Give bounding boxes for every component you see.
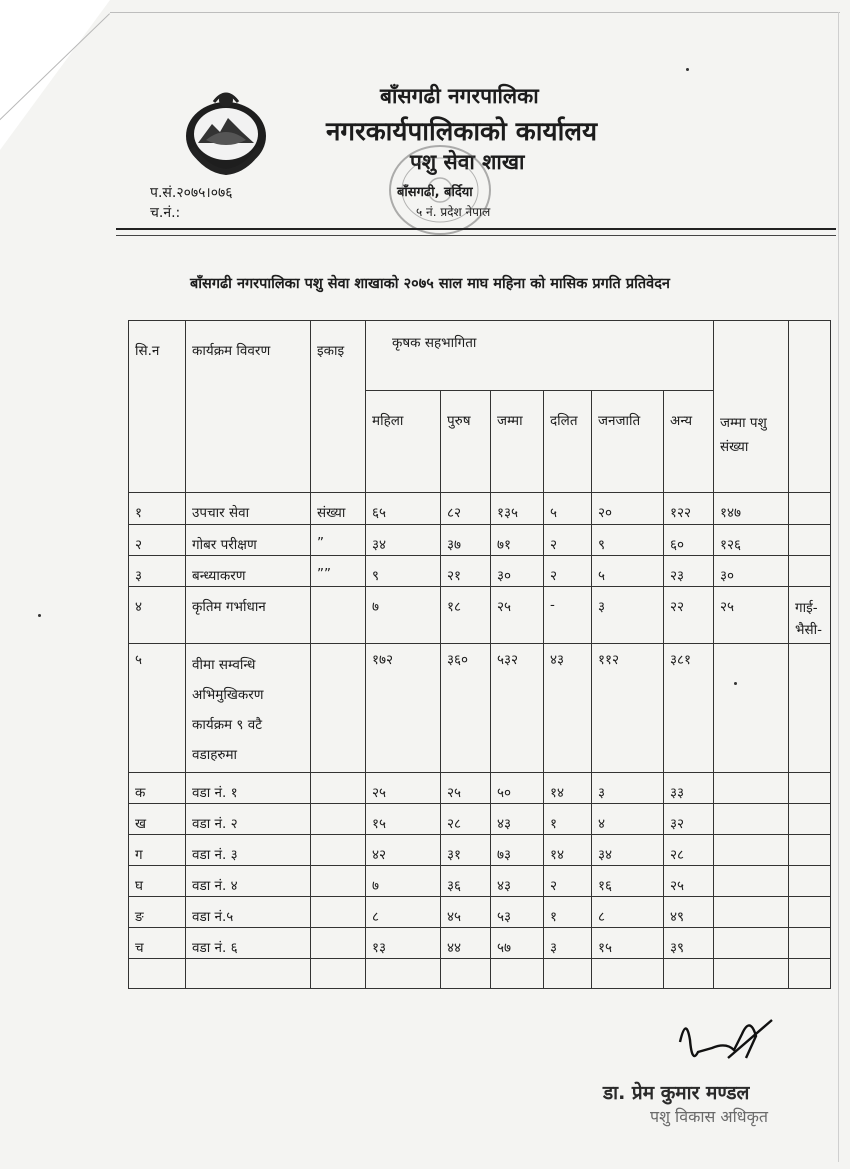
report-title: बाँसगढी नगरपालिका पशु सेवा शाखाको २०७५ साल माघ महिना को मासिक प्रगति प्रतिवेदन: [190, 276, 670, 292]
cell-female: ६५: [366, 493, 441, 525]
cell-unit: ””: [311, 556, 366, 587]
table-row: [129, 897, 831, 928]
cell-male: २५: [441, 773, 491, 804]
cell-janajati: १५: [592, 928, 664, 959]
cell-unit: [311, 587, 366, 644]
table-row: [129, 773, 831, 804]
scan-speck: [734, 682, 737, 685]
cell-dalit: १: [544, 897, 592, 928]
cell-female: ७: [366, 587, 441, 644]
cell-program: वडा नं. २: [186, 804, 311, 835]
cell-sn: ङ: [129, 897, 186, 928]
cell-extra: [789, 959, 831, 989]
cell-program: बन्ध्याकरण: [186, 556, 311, 587]
header-program: कार्यक्रम विवरण: [186, 321, 311, 493]
cell-unit: [311, 773, 366, 804]
cell-other: १२२: [664, 493, 714, 525]
cell-female: २५: [366, 773, 441, 804]
header-female: महिला: [366, 391, 441, 493]
cell-program: वडा नं.५: [186, 897, 311, 928]
header-animal-top: [714, 321, 789, 391]
reference-number: प.सं.२०७५।०७६: [150, 185, 233, 201]
cell-female: ३४: [366, 525, 441, 556]
cell-male: ३६०: [441, 644, 491, 773]
cell-extra: गाई- भैसी-: [789, 587, 831, 644]
cell-janajati: ८: [592, 897, 664, 928]
cell-animals: [714, 644, 789, 773]
cell-unit: [311, 897, 366, 928]
table-row: [129, 959, 831, 989]
cell-animals: [714, 835, 789, 866]
cell-male: ३६: [441, 866, 491, 897]
cell-janajati: ११२: [592, 644, 664, 773]
cell-animals: १२६: [714, 525, 789, 556]
cell-program: वडा नं. ६: [186, 928, 311, 959]
cell-unit: [311, 959, 366, 989]
dispatch-number: च.नं.:: [150, 205, 181, 221]
table-row: [129, 644, 831, 773]
cell-animals: [714, 897, 789, 928]
table-row: [129, 493, 831, 525]
cell-other: [664, 959, 714, 989]
signatory-post: पशु विकास अधिकृत: [650, 1107, 769, 1126]
cell-extra: [789, 493, 831, 525]
signatory-name: डा. प्रेम कुमार मण्डल: [603, 1082, 750, 1104]
header-animal-total: जम्मा पशु संख्या: [714, 391, 789, 493]
cell-animals: १४७: [714, 493, 789, 525]
cell-animals: २५: [714, 587, 789, 644]
header-male: पुरुष: [441, 391, 491, 493]
section-name: पशु सेवा शाखा: [410, 150, 525, 174]
cell-total: ४३: [491, 804, 544, 835]
cell-unit: संख्या: [311, 493, 366, 525]
cell-male: ३१: [441, 835, 491, 866]
header-other: अन्य: [664, 391, 714, 493]
scan-speck: [686, 68, 689, 71]
cell-unit: [311, 804, 366, 835]
cell-extra: [789, 773, 831, 804]
cell-animals: [714, 773, 789, 804]
cell-total: ४३: [491, 866, 544, 897]
cell-female: ८: [366, 897, 441, 928]
cell-dalit: ४३: [544, 644, 592, 773]
cell-dalit: २: [544, 525, 592, 556]
province-name: ५ नं. प्रदेश नेपाल: [416, 205, 491, 219]
cell-extra: [789, 804, 831, 835]
folded-corner: [0, 0, 110, 150]
header-dalit: दलित: [544, 391, 592, 493]
header-farmer-participation-label: कृषक सहभागिता: [392, 335, 477, 351]
cell-other: २२: [664, 587, 714, 644]
cell-female: ९: [366, 556, 441, 587]
cell-other: २८: [664, 835, 714, 866]
cell-extra: [789, 897, 831, 928]
header-extra: [789, 391, 831, 493]
cell-program: वडा नं. ४: [186, 866, 311, 897]
table-row: [129, 804, 831, 835]
cell-other: ४९: [664, 897, 714, 928]
cell-male: २१: [441, 556, 491, 587]
cell-sn: क: [129, 773, 186, 804]
cell-female: [366, 959, 441, 989]
header-sn: सि.न: [129, 321, 186, 493]
cell-extra: [789, 866, 831, 897]
cell-extra: [789, 928, 831, 959]
cell-male: ३७: [441, 525, 491, 556]
cell-sn: घ: [129, 866, 186, 897]
cell-sn: ४: [129, 587, 186, 644]
cell-total: ७३: [491, 835, 544, 866]
cell-janajati: [592, 959, 664, 989]
cell-janajati: ५: [592, 556, 664, 587]
table-body: [129, 493, 831, 989]
cell-total: [491, 959, 544, 989]
cell-female: १३: [366, 928, 441, 959]
cell-dalit: १४: [544, 835, 592, 866]
cell-animals: [714, 959, 789, 989]
cell-sn: २: [129, 525, 186, 556]
cell-sn: १: [129, 493, 186, 525]
cell-total: ३०: [491, 556, 544, 587]
cell-janajati: ९: [592, 525, 664, 556]
header-extra-top: [789, 321, 831, 391]
cell-sn: ३: [129, 556, 186, 587]
cell-male: [441, 959, 491, 989]
cell-extra: [789, 835, 831, 866]
cell-extra: [789, 644, 831, 773]
cell-male: ८२: [441, 493, 491, 525]
cell-janajati: ३४: [592, 835, 664, 866]
handwritten-signature: [668, 1012, 778, 1072]
cell-dalit: ३: [544, 928, 592, 959]
cell-janajati: ४: [592, 804, 664, 835]
cell-total: ५७: [491, 928, 544, 959]
cell-other: २५: [664, 866, 714, 897]
cell-sn: ख: [129, 804, 186, 835]
cell-other: ३२: [664, 804, 714, 835]
cell-extra: [789, 556, 831, 587]
cell-dalit: -: [544, 587, 592, 644]
cell-program: उपचार सेवा: [186, 493, 311, 525]
cell-total: ५०: [491, 773, 544, 804]
paper-edge-top: [110, 12, 840, 13]
table-row: [129, 556, 831, 587]
cell-other: ३८१: [664, 644, 714, 773]
cell-janajati: ३: [592, 773, 664, 804]
cell-sn: च: [129, 928, 186, 959]
header-total: जम्मा: [491, 391, 544, 493]
office-address: बाँसगढी, बर्दिया: [397, 185, 473, 200]
cell-unit: [311, 835, 366, 866]
cell-unit: [311, 866, 366, 897]
header-farmer-participation: [366, 321, 714, 391]
cell-dalit: १४: [544, 773, 592, 804]
cell-program: [186, 959, 311, 989]
cell-unit: ”: [311, 525, 366, 556]
cell-extra: [789, 525, 831, 556]
cell-program: वडा नं. १: [186, 773, 311, 804]
cell-male: ४५: [441, 897, 491, 928]
office-name: नगरकार्यपालिकाको कार्यालय: [326, 117, 598, 147]
cell-other: ३३: [664, 773, 714, 804]
cell-total: ७१: [491, 525, 544, 556]
cell-janajati: १६: [592, 866, 664, 897]
cell-sn: ग: [129, 835, 186, 866]
cell-total: ५३२: [491, 644, 544, 773]
office-stamp-icon: [384, 140, 496, 240]
cell-total: २५: [491, 587, 544, 644]
table-row: [129, 587, 831, 644]
cell-dalit: [544, 959, 592, 989]
cell-program: वीमा सम्वन्धि अभिमुखिकरण कार्यक्रम ९ वटै वडाहरुमा: [186, 644, 311, 773]
scan-speck: [38, 614, 41, 617]
cell-male: २८: [441, 804, 491, 835]
cell-animals: [714, 804, 789, 835]
cell-other: २३: [664, 556, 714, 587]
header-rule-thin: [116, 235, 836, 236]
cell-female: ७: [366, 866, 441, 897]
cell-total: १३५: [491, 493, 544, 525]
header-janajati: जनजाति: [592, 391, 664, 493]
cell-dalit: २: [544, 866, 592, 897]
progress-report-table: [128, 320, 831, 989]
cell-sn: ५: [129, 644, 186, 773]
cell-total: ५३: [491, 897, 544, 928]
nepal-emblem-icon: [176, 88, 276, 176]
cell-program: वडा नं. ३: [186, 835, 311, 866]
paper-edge-right: [838, 12, 839, 1162]
cell-unit: [311, 928, 366, 959]
cell-dalit: ५: [544, 493, 592, 525]
cell-janajati: ३: [592, 587, 664, 644]
cell-animals: [714, 866, 789, 897]
table-row: [129, 866, 831, 897]
cell-female: १५: [366, 804, 441, 835]
cell-dalit: २: [544, 556, 592, 587]
cell-female: ४२: [366, 835, 441, 866]
cell-dalit: १: [544, 804, 592, 835]
cell-female: १७२: [366, 644, 441, 773]
municipality-name: बाँसगढी नगरपालिका: [380, 84, 539, 108]
table-row: [129, 525, 831, 556]
cell-other: ६०: [664, 525, 714, 556]
cell-other: ३९: [664, 928, 714, 959]
cell-program: कृतिम गर्भाधान: [186, 587, 311, 644]
table-row: [129, 928, 831, 959]
cell-program: गोबर परीक्षण: [186, 525, 311, 556]
header-rule: [116, 228, 836, 230]
cell-unit: [311, 644, 366, 773]
cell-animals: [714, 928, 789, 959]
cell-janajati: २०: [592, 493, 664, 525]
table-row: [129, 835, 831, 866]
header-unit: इकाइ: [311, 321, 366, 493]
cell-male: १८: [441, 587, 491, 644]
cell-sn: [129, 959, 186, 989]
cell-male: ४४: [441, 928, 491, 959]
cell-animals: ३०: [714, 556, 789, 587]
